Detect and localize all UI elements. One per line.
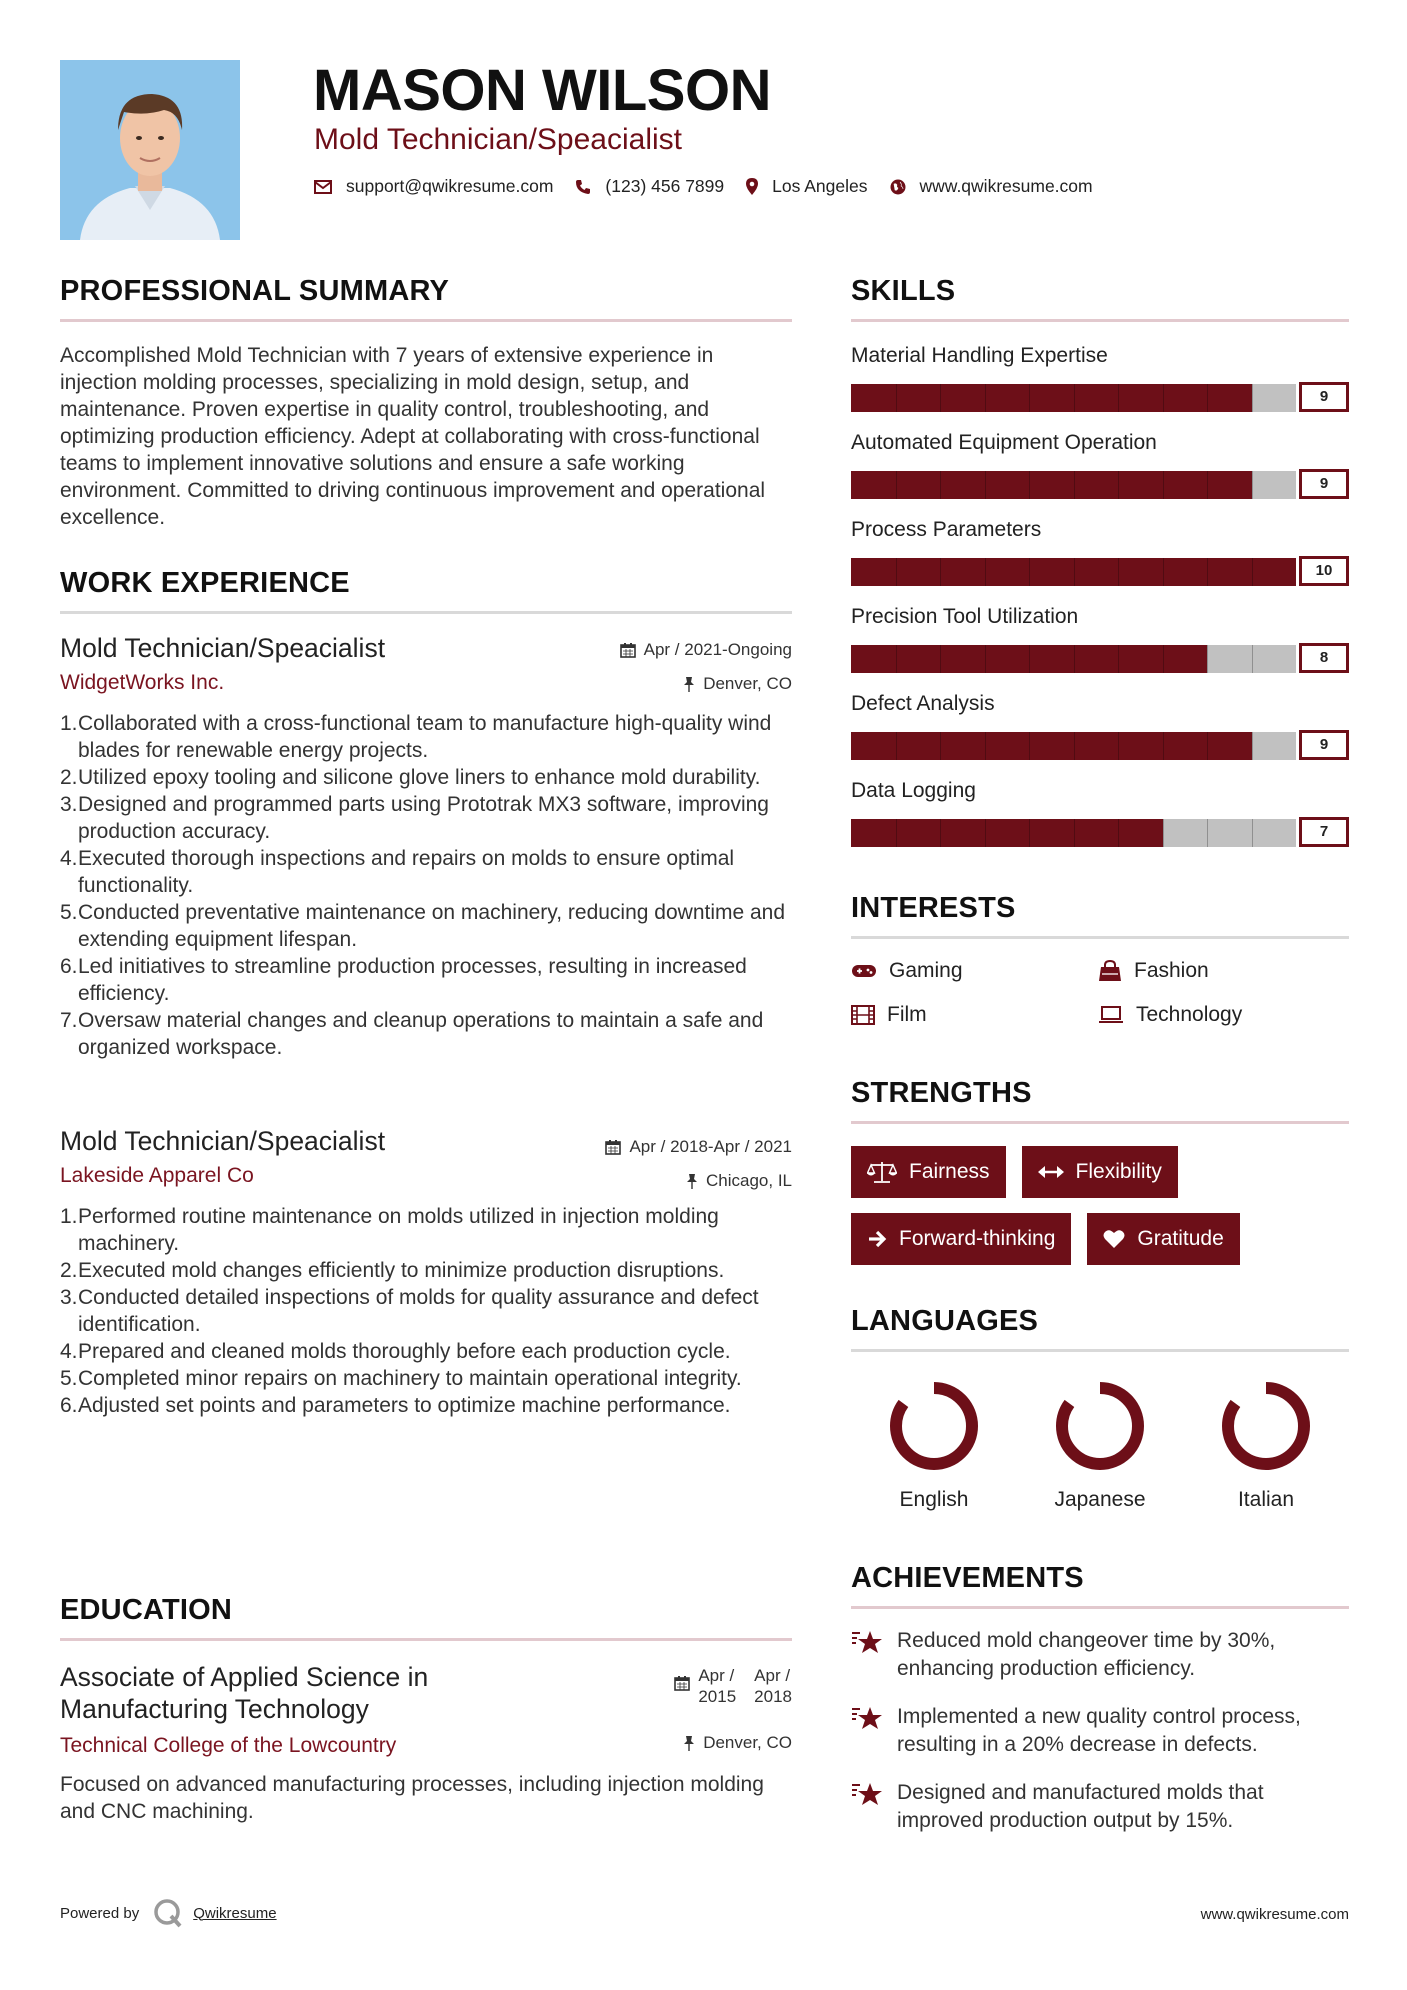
- skill-segment-divider: [1207, 384, 1208, 412]
- list-item: 1. Performed routine maintenance on molds utilized in injection molding machinery.: [60, 1205, 719, 1255]
- skill-segment-divider: [1074, 384, 1075, 412]
- skill-score: 8: [1299, 643, 1349, 673]
- job-entry: [60, 632, 792, 1061]
- profile-photo: [60, 60, 240, 240]
- achievement-item: [851, 1627, 1349, 1683]
- list-item: 4. Executed thorough inspections and repairs on molds to ensure optimal functionality.: [60, 847, 735, 897]
- skill-segment-divider: [985, 384, 986, 412]
- skill-segment-divider: [940, 558, 941, 586]
- achievement-item: [851, 1703, 1349, 1759]
- qwikresume-logo-icon: [153, 1898, 183, 1928]
- skill-segment-divider: [985, 471, 986, 499]
- candidate-title: Mold Technician/Speacialist: [314, 123, 682, 156]
- skill-segment-divider: [940, 732, 941, 760]
- section-divider: [851, 1606, 1349, 1609]
- skill-segment-divider: [896, 645, 897, 673]
- skill-segment-divider: [1207, 471, 1208, 499]
- footer-powered-by: [60, 1898, 277, 1928]
- strength-label: Gratitude: [1137, 1227, 1224, 1250]
- skill-score: 9: [1299, 469, 1349, 499]
- achievement-item: [851, 1779, 1349, 1835]
- list-item: 1. Collaborated with a cross-functional team to manufacture high-quality wind blades for renewable energy projects.: [60, 712, 772, 762]
- achievements-heading: ACHIEVEMENTS: [851, 1562, 1084, 1594]
- strength-badge: [1087, 1213, 1239, 1265]
- language-level-ring: [1052, 1378, 1148, 1474]
- skill-bar: [851, 556, 1349, 586]
- experience-heading: WORK EXPERIENCE: [60, 567, 350, 599]
- skill-segment-divider: [1252, 471, 1253, 499]
- achievements-section: [851, 1561, 1349, 1835]
- section-divider: [60, 319, 792, 322]
- skill-segment-divider: [1252, 384, 1253, 412]
- section-divider: [851, 1349, 1349, 1352]
- qwikresume-link[interactable]: Qwikresume: [193, 1904, 277, 1922]
- list-item: 5. Completed minor repairs on machinery to maintain operational integrity.: [60, 1367, 742, 1390]
- education-description: Focused on advanced manufacturing processes, including injection molding and CNC machining.: [60, 1773, 764, 1823]
- footer-website[interactable]: www.qwikresume.com: [1200, 1906, 1349, 1923]
- strength-badge: [851, 1146, 1006, 1198]
- skill-fill: [851, 384, 1252, 412]
- job-entry: [60, 1125, 792, 1419]
- achievement-text: Reduced mold changeover time by 30%, enhancing production efficiency.: [897, 1629, 1276, 1680]
- skill-item: [851, 429, 1349, 516]
- skill-segment-divider: [1118, 384, 1119, 412]
- balance-scale-icon: [867, 1161, 897, 1183]
- skill-score: 10: [1299, 556, 1349, 586]
- skill-segment-divider: [1207, 819, 1208, 847]
- skill-segment-divider: [1252, 732, 1253, 760]
- skills-section: [851, 274, 1349, 864]
- skill-item: [851, 342, 1349, 429]
- interests-section: [851, 891, 1349, 1027]
- skill-bar: [851, 643, 1349, 673]
- list-item: 2. Executed mold changes efficiently to minimize production disruptions.: [60, 1259, 725, 1282]
- skill-item: [851, 690, 1349, 777]
- arrow-right-icon: [867, 1229, 887, 1249]
- summary-text: Accomplished Mold Technician with 7 years of extensive experience in injection molding processes, specializing in mold design, setup, and maintenance. Proven expertise in quality control, troubleshooting, and optimizing production efficiency. Adept at collaborating with cross-functional teams to implement innovative solutions and ensure a safe working environment. Committed to driving continuous improvement and operational excellence.: [60, 344, 766, 529]
- interest-item: [851, 1003, 1098, 1027]
- skill-segment-divider: [1118, 732, 1119, 760]
- strengths-heading: STRENGTHS: [851, 1077, 1032, 1109]
- skill-score: 9: [1299, 730, 1349, 760]
- section-divider: [851, 1121, 1349, 1124]
- language-level-ring: [1218, 1378, 1314, 1474]
- laptop-icon: [1098, 1006, 1124, 1024]
- skill-segment-divider: [985, 558, 986, 586]
- skill-segment-divider: [1207, 645, 1208, 673]
- film-icon: [851, 1005, 875, 1025]
- envelope-icon: [314, 180, 332, 194]
- interests-heading: INTERESTS: [851, 892, 1016, 924]
- job-title: Mold Technician/Speacialist: [60, 633, 386, 663]
- contact-website[interactable]: [890, 176, 1093, 197]
- language-item: [1183, 1378, 1349, 1512]
- star-icon: [851, 1629, 883, 1655]
- skill-segment-divider: [1118, 471, 1119, 499]
- skill-segment-divider: [1118, 558, 1119, 586]
- section-divider: [851, 936, 1349, 939]
- achievement-text: Implemented a new quality control process, resulting in a 20% decrease in defects.: [897, 1705, 1301, 1756]
- skill-segment-divider: [940, 645, 941, 673]
- strength-label: Forward-thinking: [899, 1227, 1056, 1250]
- powered-by-text: Powered by: [60, 1904, 140, 1922]
- skill-segment-divider: [985, 645, 986, 673]
- language-name: English: [899, 1488, 969, 1511]
- website-text: www.qwikresume.com: [919, 176, 1093, 196]
- job-company: WidgetWorks Inc.: [60, 671, 225, 694]
- interest-item: [851, 959, 1098, 983]
- skill-segment-divider: [896, 471, 897, 499]
- interest-label: Film: [887, 1003, 927, 1026]
- list-item: 4. Prepared and cleaned molds thoroughly before each production cycle.: [60, 1340, 731, 1363]
- skill-segment-divider: [985, 732, 986, 760]
- strength-badge: [1022, 1146, 1178, 1198]
- skill-segment-divider: [1029, 558, 1030, 586]
- pin-icon: [683, 676, 695, 692]
- gamepad-icon: [851, 963, 877, 979]
- skill-segment-divider: [1252, 819, 1253, 847]
- skill-fill: [851, 471, 1252, 499]
- candidate-name: MASON WILSON: [313, 58, 771, 123]
- contact-phone[interactable]: [575, 176, 724, 197]
- skill-label: Process Parameters: [851, 518, 1042, 541]
- calendar-icon: [620, 642, 636, 658]
- calendar-icon: [605, 1139, 621, 1155]
- skill-segment-divider: [1074, 819, 1075, 847]
- job-location: Chicago, IL: [686, 1171, 792, 1191]
- interest-label: Gaming: [889, 959, 963, 982]
- skill-segment-divider: [1252, 558, 1253, 586]
- pin-icon: [686, 1173, 698, 1189]
- skill-segment-divider: [1029, 732, 1030, 760]
- skill-segment-divider: [1163, 384, 1164, 412]
- job-dates: Apr / 2021-Ongoing: [620, 640, 792, 660]
- skill-score: 9: [1299, 382, 1349, 412]
- section-divider: [851, 319, 1349, 322]
- skill-segment-divider: [1163, 471, 1164, 499]
- languages-section: [851, 1304, 1349, 1512]
- education-heading: EDUCATION: [60, 1594, 233, 1626]
- skill-track: [851, 471, 1296, 499]
- list-item: 6. Adjusted set points and parameters to optimize machine performance.: [60, 1394, 731, 1417]
- interests-list: [851, 959, 1349, 1027]
- list-item: 5. Conducted preventative maintenance on machinery, reducing downtime and extending equipment lifespan.: [60, 901, 786, 951]
- languages-heading: LANGUAGES: [851, 1305, 1039, 1337]
- calendar-icon: [674, 1675, 690, 1691]
- skill-segment-divider: [1074, 645, 1075, 673]
- skill-track: [851, 645, 1296, 673]
- skill-segment-divider: [985, 819, 986, 847]
- strength-label: Flexibility: [1075, 1160, 1162, 1183]
- degree-title-line2: Manufacturing Technology: [60, 1694, 369, 1724]
- language-item: [1017, 1378, 1183, 1512]
- languages-list: [851, 1378, 1349, 1512]
- skill-segment-divider: [940, 471, 941, 499]
- skill-segment-divider: [1074, 732, 1075, 760]
- language-name: Japanese: [1054, 1488, 1146, 1511]
- skill-segment-divider: [1252, 645, 1253, 673]
- language-item: [851, 1378, 1017, 1512]
- job-title: Mold Technician/Speacialist: [60, 1126, 386, 1156]
- map-marker-icon: [746, 178, 758, 195]
- summary-section: [60, 274, 792, 531]
- skill-bar: [851, 730, 1349, 760]
- phone-icon: [575, 179, 591, 195]
- skill-segment-divider: [1207, 732, 1208, 760]
- skill-fill: [851, 732, 1252, 760]
- skill-segment-divider: [896, 732, 897, 760]
- job-bullets: [60, 710, 792, 1061]
- degree-title-line1: Associate of Applied Science in: [60, 1662, 429, 1692]
- interest-label: Fashion: [1134, 959, 1209, 982]
- skill-bar: [851, 817, 1349, 847]
- skill-track: [851, 819, 1296, 847]
- skill-segment-divider: [1163, 645, 1164, 673]
- skill-segment-divider: [1207, 558, 1208, 586]
- list-item: 7. Oversaw material changes and cleanup operations to maintain a safe and organized workspace.: [60, 1009, 764, 1059]
- skills-heading: SKILLS: [851, 275, 956, 307]
- arrows-horizontal-icon: [1038, 1165, 1064, 1179]
- strengths-section: [851, 1076, 1349, 1280]
- star-icon: [851, 1705, 883, 1731]
- list-item: 6. Led initiatives to streamline production processes, resulting in increased efficiency.: [60, 955, 747, 1005]
- skill-segment-divider: [896, 558, 897, 586]
- list-item: 3. Conducted detailed inspections of molds for quality assurance and defect identification.: [60, 1286, 759, 1336]
- email-text: support@qwikresume.com: [346, 176, 554, 196]
- list-item: 2. Utilized epoxy tooling and silicone glove liners to enhance mold durability.: [60, 766, 761, 789]
- pin-icon: [683, 1735, 695, 1751]
- skill-track: [851, 384, 1296, 412]
- interest-label: Technology: [1136, 1003, 1243, 1026]
- skills-list: [851, 342, 1349, 864]
- skill-segment-divider: [896, 384, 897, 412]
- skill-fill: [851, 819, 1163, 847]
- contact-bar: [314, 176, 1115, 197]
- skill-item: [851, 603, 1349, 690]
- skill-segment-divider: [1074, 471, 1075, 499]
- strengths-list: [851, 1146, 1349, 1280]
- skill-track: [851, 558, 1296, 586]
- summary-heading: PROFESSIONAL SUMMARY: [60, 275, 450, 307]
- skill-segment-divider: [1163, 558, 1164, 586]
- strength-badge: [851, 1213, 1071, 1265]
- contact-email[interactable]: [314, 176, 553, 197]
- experience-section: [60, 566, 792, 1061]
- skill-segment-divider: [1029, 819, 1030, 847]
- star-icon: [851, 1781, 883, 1807]
- skill-score: 7: [1299, 817, 1349, 847]
- interest-item: [1098, 959, 1349, 983]
- skill-label: Defect Analysis: [851, 692, 995, 715]
- contact-location: [746, 176, 867, 197]
- skill-segment-divider: [1029, 384, 1030, 412]
- job-company: Lakeside Apparel Co: [60, 1164, 254, 1187]
- skill-label: Data Logging: [851, 779, 976, 802]
- skill-segment-divider: [940, 384, 941, 412]
- job-dates: Apr / 2018-Apr / 2021: [605, 1137, 792, 1157]
- language-name: Italian: [1237, 1488, 1295, 1511]
- list-item: 3. Designed and programmed parts using Prototrak MX3 software, improving production accuracy.: [60, 793, 769, 843]
- location-text: Los Angeles: [772, 176, 868, 196]
- education-entry: [60, 1661, 792, 1825]
- skill-bar: [851, 382, 1349, 412]
- skill-segment-divider: [1118, 819, 1119, 847]
- shopping-bag-icon: [1098, 960, 1122, 982]
- heart-icon: [1103, 1229, 1125, 1249]
- phone-text: (123) 456 7899: [605, 176, 725, 196]
- skill-segment-divider: [1118, 645, 1119, 673]
- achievements-list: [851, 1627, 1349, 1835]
- skill-item: [851, 516, 1349, 603]
- section-divider: [60, 611, 792, 614]
- skill-segment-divider: [940, 819, 941, 847]
- skill-track: [851, 732, 1296, 760]
- skill-label: Automated Equipment Operation: [851, 431, 1157, 454]
- job-entry-2: [60, 1125, 792, 1419]
- skill-bar: [851, 469, 1349, 499]
- achievement-text: Designed and manufactured molds that improved production output by 15%.: [897, 1781, 1264, 1832]
- job-location: Denver, CO: [683, 674, 792, 694]
- strength-label: Fairness: [909, 1160, 990, 1183]
- skill-segment-divider: [896, 819, 897, 847]
- skill-segment-divider: [1163, 732, 1164, 760]
- globe-icon: [890, 179, 906, 195]
- skill-segment-divider: [1029, 471, 1030, 499]
- section-divider: [60, 1638, 792, 1641]
- skill-item: [851, 777, 1349, 864]
- interest-item: [1098, 1003, 1349, 1027]
- education-section: [60, 1593, 792, 1825]
- skill-label: Material Handling Expertise: [851, 344, 1108, 367]
- skill-label: Precision Tool Utilization: [851, 605, 1079, 628]
- language-level-ring: [886, 1378, 982, 1474]
- education-location: Denver, CO: [683, 1733, 792, 1753]
- skill-segment-divider: [1029, 645, 1030, 673]
- job-bullets: [60, 1203, 792, 1419]
- school-name: Technical College of the Lowcountry: [60, 1734, 397, 1757]
- skill-segment-divider: [1074, 558, 1075, 586]
- skill-segment-divider: [1163, 819, 1164, 847]
- education-dates: Apr / 2015 Apr / 2018: [674, 1665, 792, 1707]
